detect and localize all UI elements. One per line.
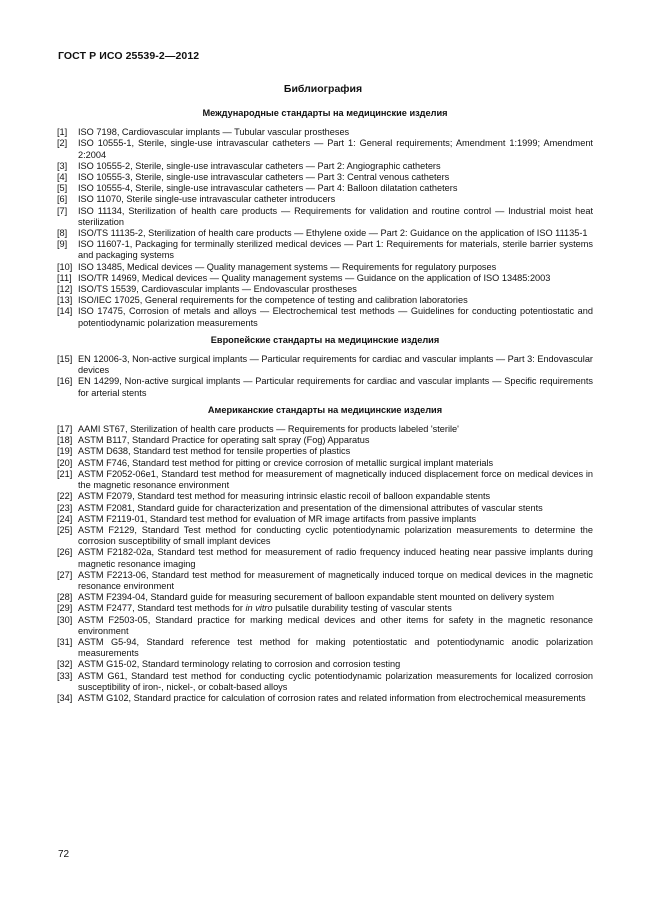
bibliography-entry (57, 446, 593, 457)
bibliography-entry (57, 491, 593, 502)
bibliography-entry (57, 693, 593, 704)
section-american (57, 405, 593, 704)
section-european (57, 335, 593, 399)
bibliography-entry (57, 284, 593, 295)
entry-text: ASTM F2052-06e1, Standard test method for measurement of magnetically induced displacement force on medical devices in the magnetic resonance environment (78, 468, 593, 491)
entry-text: ISO/TS 11135-2, Sterilization of health care products — Ethylene oxide — Part 2: Guidance on the application of ISO 11135-1 (78, 228, 588, 239)
bibliography-entry (57, 615, 593, 637)
entry-text: ASTM F2081, Standard guide for characterization and presentation of the dimensional attributes of vascular stents (78, 502, 543, 513)
entry-number: [32] (57, 659, 73, 670)
entry-number: [34] (57, 692, 73, 703)
bibliography-entry (57, 592, 593, 603)
bibliography-entry (57, 228, 593, 239)
bibliography-entry (57, 376, 593, 398)
bibliography-entry (57, 514, 593, 525)
entry-number: [33] (57, 670, 73, 681)
entry-text: ASTM F2119-01, Standard test method for evaluation of MR image artifacts from passive implants (78, 513, 477, 524)
entry-text: ISO 10555-3, Sterile, single-use intravascular catheters — Part 3: Central venous catheters (78, 172, 450, 183)
entry-text: ASTM F2503-05, Standard practice for marking medical devices and other items for safety in the magnetic resonance environment (78, 614, 593, 636)
document-header: ГОСТ Р ИСО 25539-2—2012 (58, 50, 200, 62)
section-title: Международные стандарты на медицинские изделия (202, 108, 448, 118)
entry-text (78, 603, 593, 614)
entry-number: [5] (57, 183, 68, 194)
entry-number: [10] (57, 261, 73, 272)
entry-number: [4] (57, 172, 68, 183)
entry-number: [31] (57, 636, 73, 647)
bibliography-entry (57, 194, 593, 205)
entry-number: [7] (57, 205, 68, 216)
entry-number: [2] (57, 138, 68, 149)
section-international (57, 108, 593, 329)
entry-number: [28] (57, 592, 73, 603)
bibliography-entry (57, 306, 593, 328)
entry-number: [13] (57, 295, 73, 306)
bibliography-entry (57, 183, 593, 194)
bibliography-entry (57, 172, 593, 183)
entry-number: [3] (57, 160, 68, 171)
entry-number: [24] (57, 513, 73, 524)
bibliography-entry (57, 239, 593, 261)
bibliography-entry (57, 570, 593, 592)
entry-number: [29] (57, 603, 73, 614)
entry-number: [18] (57, 435, 73, 446)
bibliography-content (57, 108, 593, 710)
bibliography-entry (57, 138, 593, 160)
entry-number: [17] (57, 424, 73, 435)
entry-text: ISO/IEC 17025, General requirements for the competence of testing and calibration laboratories (78, 295, 468, 306)
bibliography-entry (57, 525, 593, 547)
entry-text: ASTM G102, Standard practice for calculation of corrosion rates and related information from electrochemical measurements (78, 692, 586, 703)
entry-text: EN 12006-3, Non-active surgical implants — Particular requirements for cardiac and vascular implants — Part 3: Endovascular devices (78, 354, 593, 376)
entry-text: ISO/TS 15539, Cardiovascular implants — Endovascular prostheses (78, 284, 357, 295)
entry-text: ASTM F2079, Standard test method for measuring intrinsic elastic recoil of balloon expandable stents (78, 491, 491, 502)
entry-text: ISO/TR 14969, Medical devices — Quality management systems — Guidance on the application of ISO 13485:2003 (78, 272, 551, 283)
entry-text: ISO 10555-4, Sterile, single-use intravascular catheters — Part 4: Balloon dilatation catheters (78, 183, 458, 194)
bibliography-entry (57, 435, 593, 446)
bibliography-entry (57, 458, 593, 469)
entry-text-italic: in vitro (245, 603, 273, 614)
entry-number: [11] (57, 272, 72, 283)
bibliography-entry (57, 469, 593, 491)
entry-text: ASTM F2213-06, Standard test method for measurement of magnetically induced torque on medical devices in the magnetic resonance environment (78, 569, 593, 591)
entry-text: ASTM D638, Standard test method for tensile properties of plastics (78, 446, 351, 457)
entry-text: ISO 11607-1, Packaging for terminally sterilized medical devices — Part 1: Requirements for materials, sterile barrier systems and packaging systems (78, 239, 593, 261)
entry-number: [19] (57, 446, 73, 457)
entry-text: ASTM F2182-02a, Standard test method for measurement of radio frequency induced heating near passive implants during magnetic resonance imaging (78, 547, 593, 569)
entry-number: [12] (57, 284, 73, 295)
bibliography-entry (57, 637, 593, 659)
entry-number: [14] (57, 306, 73, 317)
entry-number: [1] (57, 127, 68, 138)
entry-number: [20] (57, 457, 73, 468)
entry-text: ISO 17475, Corrosion of metals and alloys — Electrochemical test methods — Guidelines for conducting potentiostatic and potentiodynamic polarization measurements (78, 306, 593, 328)
entry-text: AAMI ST67, Sterilization of health care products — Requirements for products labeled 'sterile' (78, 424, 459, 435)
entry-text: ISO 13485, Medical devices — Quality management systems — Requirements for regulatory purposes (78, 261, 497, 272)
entry-text: ISO 10555-2, Sterile, single-use intravascular catheters — Part 2: Angiographic catheters (78, 160, 441, 171)
entry-number: [22] (57, 491, 73, 502)
bibliography-entry (57, 206, 593, 228)
bibliography-entry (57, 295, 593, 306)
bibliography-entry (57, 603, 593, 614)
bibliography-entry (57, 671, 593, 693)
entry-number: [16] (57, 376, 73, 387)
entry-number: [8] (57, 228, 68, 239)
entry-number: [26] (57, 547, 73, 558)
entry-text: ISO 11134, Sterilization of health care products — Requirements for validation and routine control — Industrial moist heat sterilization (78, 205, 593, 227)
bibliography-entry (57, 424, 593, 435)
entry-text: ASTM F2129, Standard Test method for conducting cyclic potentiodynamic polarization measurements to determine the corrosion susceptibility of small implant devices (78, 524, 593, 547)
entry-text-end: pulsatile durability testing of vascular stents (272, 603, 452, 614)
page-number: 72 (58, 849, 70, 860)
entry-text: ASTM G5-94, Standard reference test method for making potentiostatic and potentiodynamic anodic polarization measurements (78, 636, 593, 659)
entry-text: ASTM F2394-04, Standard guide for measuring securement of balloon expandable stent mounted on delivery system (78, 592, 554, 603)
entry-text: ASTM F746, Standard test method for pitting or crevice corrosion of metallic surgical implant materials (78, 457, 494, 468)
entry-number: [6] (57, 194, 68, 205)
entry-text: ISO 11070, Sterile single-use intravascular catheter introducers (78, 194, 336, 205)
entry-number: [25] (57, 524, 73, 535)
section-title: Европейские стандарты на медицинские изделия (210, 334, 440, 345)
entry-number: [21] (57, 468, 73, 479)
page-title: Библиография (283, 83, 363, 95)
bibliography-entry (57, 127, 593, 138)
bibliography-entry (57, 659, 593, 670)
entry-text: ASTM G15-02, Standard terminology relating to corrosion and corrosion testing (78, 659, 401, 670)
entry-number: [27] (57, 569, 73, 580)
entry-number: [30] (57, 614, 73, 625)
bibliography-entry (57, 262, 593, 273)
entry-text: ASTM G61, Standard test method for conducting cyclic potentiodynamic polarization measurements for localized corrosion susceptibility of iron-, nickel-, or cobalt-based alloys (78, 670, 593, 692)
bibliography-entry (57, 354, 593, 376)
bibliography-entry (57, 547, 593, 569)
entry-number: [9] (57, 239, 68, 250)
entry-number: [15] (57, 354, 73, 365)
bibliography-entry (57, 503, 593, 514)
bibliography-entry (57, 161, 593, 172)
bibliography-entry (57, 273, 593, 284)
entry-text-start: ASTM F2477, Standard test methods for (78, 603, 246, 614)
entry-text: ASTM B117, Standard Practice for operating salt spray (Fog) Apparatus (78, 435, 370, 446)
entry-text: ISO 10555-1, Sterile, single-use intravascular catheters — Part 1: General requirements; Amendment 1:1999; Amendment 2:2004 (78, 138, 593, 160)
entry-text: EN 14299, Non-active surgical implants — Particular requirements for cardiac and vascular implants — Specific requirements for arterial stents (78, 376, 593, 398)
section-title: Американские стандарты на медицинские изделия (207, 404, 443, 415)
entry-number: [23] (57, 502, 73, 513)
entry-text: ISO 7198, Cardiovascular implants — Tubular vascular prostheses (78, 127, 350, 138)
